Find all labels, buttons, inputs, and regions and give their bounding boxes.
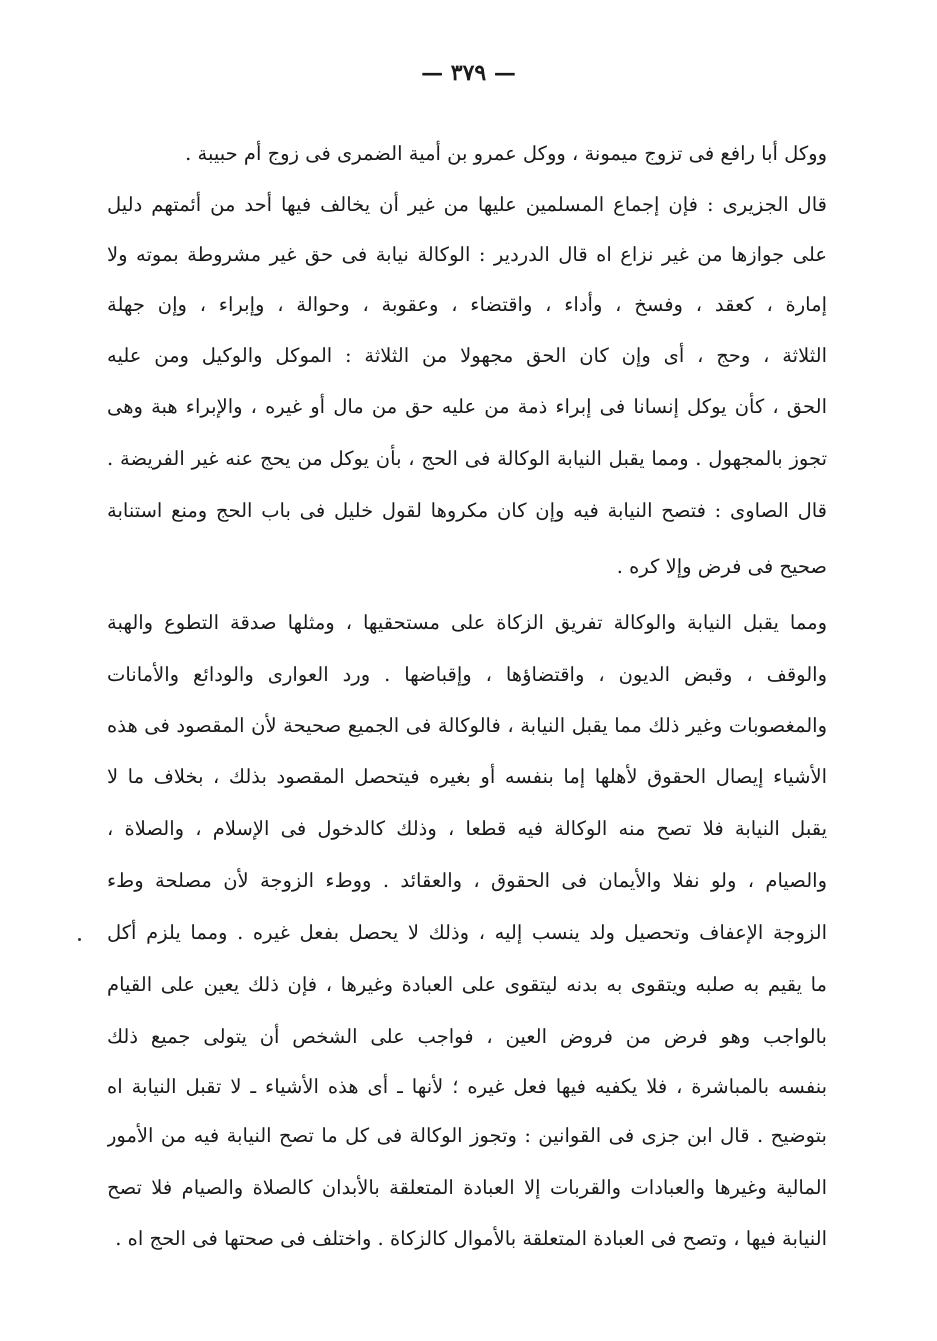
margin-dot [78, 938, 81, 941]
text-line: النيابة فيها ، وتصح فى العبادة المتعلقة بالأموال كالزكاة . واختلف فى صحتها فى الحج اه . [115, 1227, 827, 1250]
text-line: يقبل النيابة فلا تصح منه الوكالة فيه قطعا ، وذلك كالدخول فى الإسلام ، والصلاة ، [107, 817, 827, 840]
text-line: ومما يقبل النيابة والوكالة تفريق الزكاة على مستحقيها ، ومثلها صدقة التطوع والهبة [107, 611, 827, 634]
text-line: بنفسه بالمباشرة ، فلا يكفيه فيها فعل غيره ؛ لأنها ـ أى هذه الأشياء ـ لا تقبل النيابة اه [107, 1075, 827, 1098]
text-line: الأشياء إيصال الحقوق لأهلها إما بنفسه أو بغيره فيتحصل المقصود بذلك ، بخلاف ما لا [107, 765, 827, 788]
text-line: قال الجزيرى : فإن إجماع المسلمين عليها من غير أن يخالف فيها أحد من أئمتهم دليل [107, 193, 827, 216]
text-line: ووكل أبا رافع فى تزوج ميمونة ، ووكل عمرو بن أمية الضمرى فى زوج أم حبيبة . [185, 142, 827, 165]
text-line: ما يقيم به صلبه ويتقوى به بدنه ليتقوى على العبادة وغيرها ، فإن ذلك يعين على القيام [107, 973, 827, 996]
text-line: والمغصوبات وغير ذلك مما يقبل النيابة ، فالوكالة فى الجميع صحيحة لأن المقصود فى هذه [107, 714, 827, 737]
text-line: الثلاثة ، وحج ، أى وإن كان الحق مجهولا من الثلاثة : الموكل والوكيل ومن عليه [107, 344, 827, 367]
text-line: بالواجب وهو فرض من فروض العين ، فواجب على الشخص أن يتولى جميع ذلك [107, 1025, 827, 1048]
text-line: بتوضيح . قال ابن جزى فى القوانين : وتجوز الوكالة فى كل ما تصح النيابة فيه من الأمور [107, 1124, 827, 1147]
text-line: والوقف ، وقبض الديون ، واقتضاؤها ، وإقباضها . ورد العوارى والودائع والأمانات [107, 663, 827, 686]
page-number: — ٣٧٩ — [421, 60, 516, 86]
text-line: على جوازها من غير نزاع اه قال الدردير : الوكالة نيابة فى حق غير مشروطة بموته ولا [107, 243, 827, 266]
text-line: الحق ، كأن يوكل إنسانا فى إبراء ذمة من عليه حق من مال أو غيره ، والإبراء هبة وهى [107, 395, 827, 418]
text-line: قال الصاوى : فتصح النيابة فيه وإن كان مكروها لقول خليل فى باب الحج ومنع استنابة [107, 499, 827, 522]
text-line: إمارة ، كعقد ، وفسخ ، وأداء ، واقتضاء ، وعقوبة ، وحوالة ، وإبراء ، وإن جهلة [107, 293, 827, 316]
text-line: تجوز بالمجهول . ومما يقبل النيابة الوكالة فى الحج ، بأن يوكل من يحج عنه غير الفريضة . [107, 447, 827, 470]
text-line: المالية وغيرها والعبادات والقربات إلا العبادة المتعلقة بالأبدان كالصلاة والصيام فلا تصح [107, 1176, 827, 1199]
text-line: والصيام ، ولو نفلا والأيمان فى الحقوق ، والعقائد . ووطء الزوجة لأن مصلحة وطء [107, 869, 827, 892]
text-line: صحيح فى فرض وإلا كره . [616, 555, 827, 578]
text-line: الزوجة الإعفاف وتحصيل ولد ينسب إليه ، وذلك لا يحصل بفعل غيره . ومما يلزم أكل [107, 921, 827, 944]
